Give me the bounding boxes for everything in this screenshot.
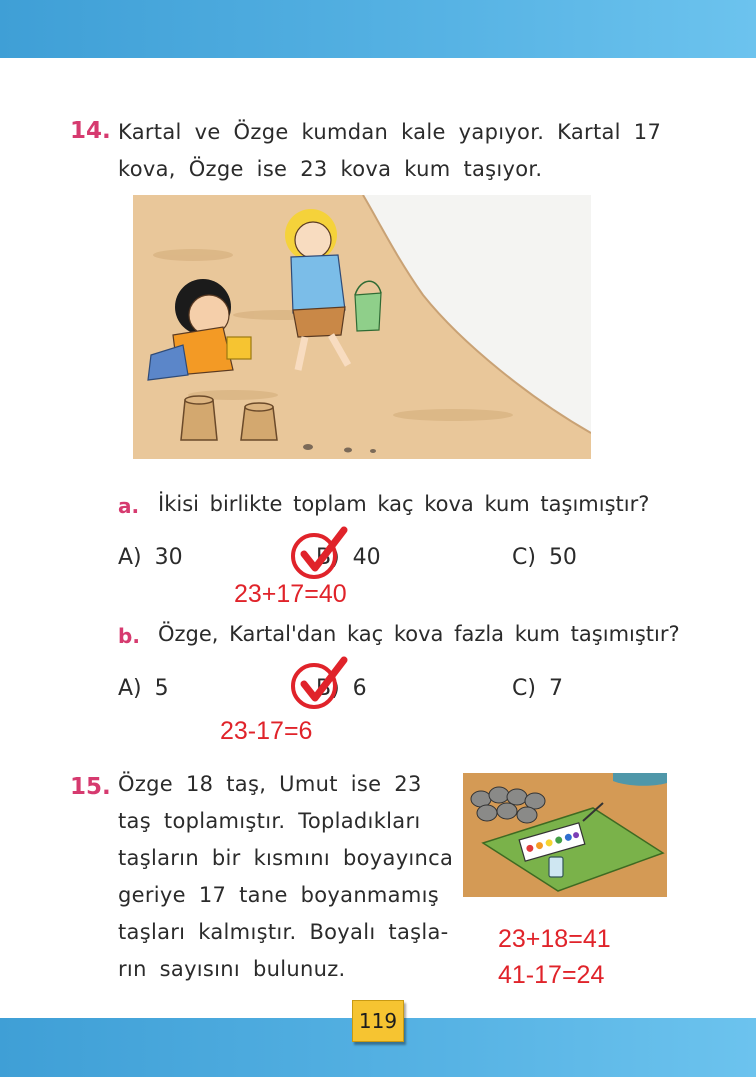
- handwritten-answer-15-line2: 41-17=24: [498, 961, 605, 989]
- subquestion-a-letter: a.: [118, 494, 140, 518]
- handwritten-answer-b: 23-17=6: [220, 717, 313, 745]
- handwritten-answer-15-line1: 23+18=41: [498, 925, 611, 953]
- painting-stones-illustration: [463, 773, 667, 897]
- question-15-line: taşları kalmıştır. Boyalı taşla-: [118, 920, 449, 944]
- subquestion-b-letter: b.: [118, 624, 140, 648]
- option-b-c[interactable]: C) 7: [512, 676, 563, 701]
- question-15-line: taş toplamıştır. Topladıkları: [118, 809, 421, 833]
- option-b-b[interactable]: B) 6: [316, 676, 367, 701]
- question-15-number: 15.: [70, 774, 111, 800]
- option-a-c[interactable]: C) 50: [512, 545, 577, 570]
- checkmark-icon: [288, 654, 352, 712]
- subquestion-b-text: Özge, Kartal'dan kaç kova fazla kum taşımıştır?: [158, 622, 680, 646]
- option-a-b[interactable]: B) 40: [316, 545, 381, 570]
- handwritten-answer-a: 23+17=40: [234, 580, 347, 608]
- option-a-a[interactable]: A) 30: [118, 545, 183, 570]
- question-15-line: Özge 18 taş, Umut ise 23: [118, 772, 422, 796]
- sandcastle-illustration: [133, 195, 591, 459]
- question-14-text-line2: kova, Özge ise 23 kova kum taşıyor.: [118, 157, 543, 181]
- checkmark-icon: [288, 524, 352, 582]
- option-b-a[interactable]: A) 5: [118, 676, 169, 701]
- question-14-number: 14.: [70, 118, 111, 144]
- question-15-line: geriye 17 tane boyanmamış: [118, 883, 439, 907]
- question-14-text-line1: Kartal ve Özge kumdan kale yapıyor. Kartal 17: [118, 120, 662, 144]
- subquestion-a-text: İkisi birlikte toplam kaç kova kum taşımıştır?: [158, 492, 650, 516]
- question-15-line: taşların bir kısmını boyayınca: [118, 846, 454, 870]
- question-15-line: rın sayısını bulunuz.: [118, 957, 346, 981]
- top-header-band: [0, 0, 756, 58]
- question-15-text: [118, 766, 454, 988]
- page-number: 119: [352, 1000, 404, 1042]
